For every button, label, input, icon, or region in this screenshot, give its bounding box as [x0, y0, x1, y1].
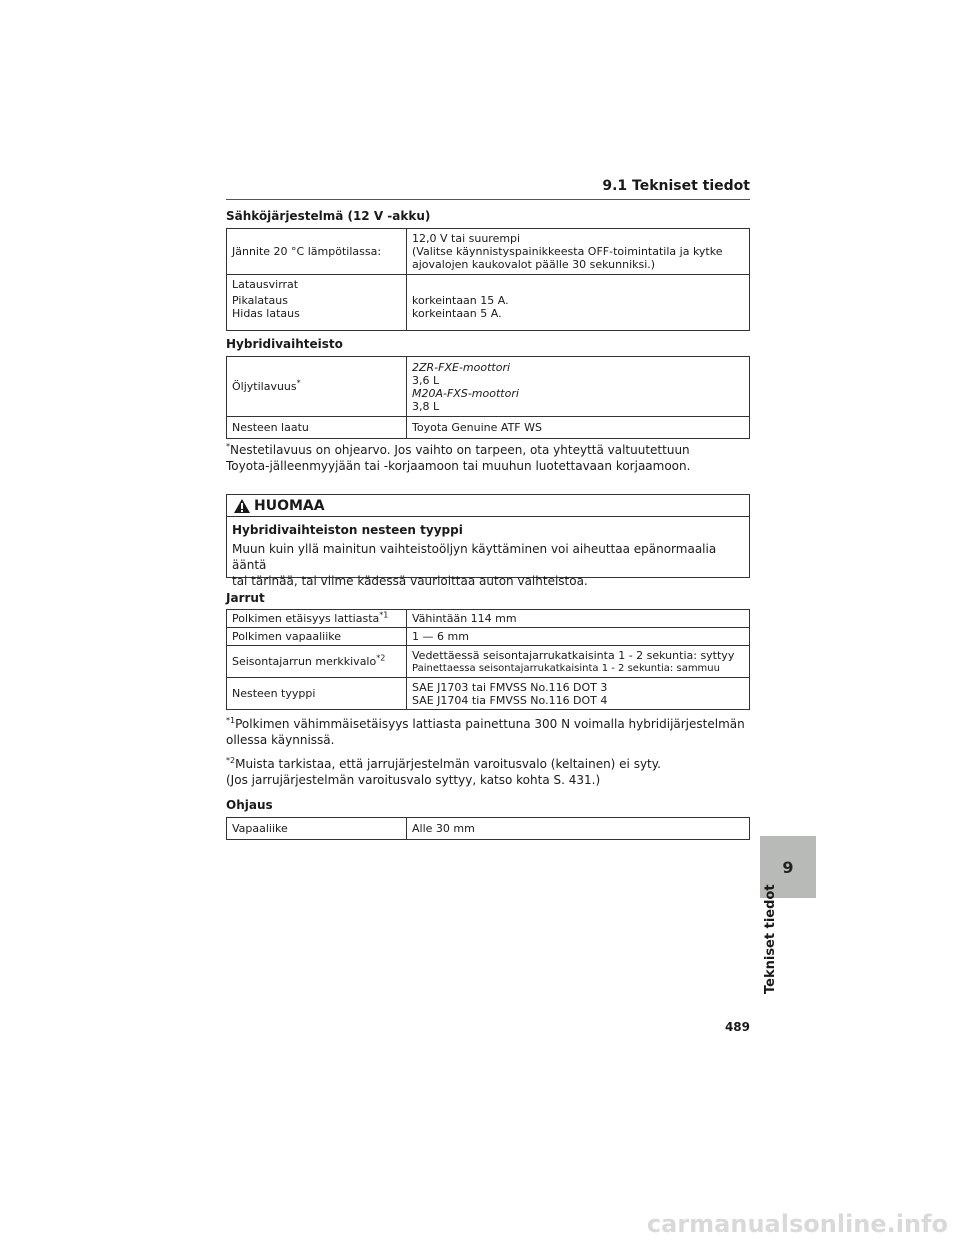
pedal-distance-label: Polkimen etäisyys lattiasta$^{*1}$	[227, 610, 407, 628]
slow-charge-value: korkeintaan 5 A.	[412, 307, 502, 320]
parking-brake-light-label: Seisontajarrun merkkivalo$^{*2}$	[227, 646, 407, 678]
steering-table	[226, 817, 750, 840]
footnote-capacity: *Nestetilavuus on ohjearvo. Jos vaihto on tarpeen, ota yhteyttä valtuutettuun Toyota-jälleenmyyjään tai -korjaamoon tai muuhun luotettavaan korjaamoon.	[226, 442, 691, 473]
fluid-quality-label: Nesteen laatu	[227, 417, 407, 439]
table-row	[227, 678, 750, 710]
footnote-mark: *	[226, 442, 230, 451]
electrical-table	[226, 228, 750, 331]
voltage-label: Jännite 20 °C lämpötilassa:	[227, 229, 407, 275]
transmission-section-title: Hybridivaihteisto	[226, 337, 343, 351]
table-row	[227, 646, 750, 678]
header-title: 9.1 Tekniset tiedot	[602, 178, 750, 194]
pedal-distance-value: Vähintään 114 mm	[407, 610, 750, 628]
brake-fluid-type-value: SAE J1703 tai FMVSS No.116 DOT 3 SAE J1704 tia FMVSS No.116 DOT 4	[407, 678, 750, 710]
table-row	[227, 357, 750, 417]
slow-charge-label: Hidas lataus	[232, 307, 300, 320]
table-row	[227, 818, 750, 840]
pedal-freeplay-label: Polkimen vapaaliike	[227, 628, 407, 646]
footnote-mark: *1	[226, 716, 236, 725]
chapter-number: 9	[782, 857, 794, 877]
table-row	[227, 275, 750, 331]
brake-fluid-type-label: Nesteen tyyppi	[227, 678, 407, 710]
electrical-section-title: Sähköjärjestelmä (12 V -akku)	[226, 209, 431, 223]
chapter-side-label	[759, 884, 787, 998]
fast-charge-label: Pikalataus	[232, 294, 288, 307]
table-row	[227, 610, 750, 628]
currents-label-cell	[227, 275, 407, 331]
footnote-mark: *2	[226, 756, 236, 765]
steering-freeplay-label: Vapaaliike	[227, 818, 407, 840]
watermark: carmanualsonline.info	[646, 1210, 948, 1238]
brakes-section-title: Jarrut	[226, 591, 265, 605]
oil-capacity-label: Öljytilavuus*	[227, 357, 407, 417]
table-row	[227, 229, 750, 275]
steering-freeplay-value: Alle 30 mm	[407, 818, 750, 840]
brakes-table	[226, 609, 750, 710]
caution-subtitle: Hybridivaihteiston nesteen tyyppi	[232, 523, 463, 537]
caution-box	[226, 494, 750, 588]
warning-triangle-icon	[233, 498, 251, 514]
footnote-mark: *2	[376, 653, 386, 663]
fast-charge-value: korkeintaan 15 A.	[412, 294, 509, 307]
capacity-value: 3,8 L	[412, 399, 440, 413]
engine-name: 2ZR-FXE-moottori	[412, 360, 511, 374]
steering-section-title: Ohjaus	[226, 798, 273, 812]
footnote-mark: *	[296, 378, 301, 388]
parking-brake-light-value: Vedettäessä seisontajarrukatkaisinta 1 - 2 sekuntia: syttyy Painettaessa seisontajarrukatkaisinta 1 - 2 sekuntia: sammuu	[407, 646, 750, 678]
caution-text: Muun kuin yllä mainitun vaihteistoöljyn käyttäminen voi aiheuttaa epänormaalia ääntä tai tärinää, tai viime kädessä vaurioittaa auton vaihteistoa.	[232, 542, 717, 588]
caution-label: HUOMAA	[254, 497, 325, 514]
footnote-pedal: $^{*1}$Polkimen vähimmäisetäisyys lattiasta painettuna 300 N voimalla hybridijärjestelmän ollessa käynnissä.	[226, 716, 745, 747]
footnote-mark: *1	[379, 610, 389, 620]
pedal-freeplay-value: 1 — 6 mm	[407, 628, 750, 646]
caution-header	[227, 495, 749, 517]
capacity-value: 3,6 L	[412, 373, 440, 387]
table-row	[227, 628, 750, 646]
chapter-label: Tekniset tiedot	[763, 884, 778, 994]
footnote-brake-light: $^{*2}$Muista tarkistaa, että jarrujärjestelmän varoitusvalo (keltainen) ei syty. (Jos jarrujärjestelmän varoitusvalo syttyy, katso kohta S. 431.)	[226, 756, 661, 787]
table-row	[227, 417, 750, 439]
voltage-value: 12,0 V tai suurempi (Valitse käynnistyspainikkeesta OFF-toimintatila ja kytke ajovalojen kaukovalot päälle 30 sekunniksi.)	[407, 229, 750, 275]
page-header	[226, 176, 750, 200]
oil-capacity-value	[407, 357, 750, 417]
currents-label: Latausvirrat	[232, 278, 299, 291]
currents-value-cell	[407, 275, 750, 331]
fluid-quality-value: Toyota Genuine ATF WS	[407, 417, 750, 439]
transmission-table	[226, 356, 750, 439]
engine-name: M20A-FXS-moottori	[412, 386, 519, 400]
page-number: 489	[724, 1020, 750, 1034]
